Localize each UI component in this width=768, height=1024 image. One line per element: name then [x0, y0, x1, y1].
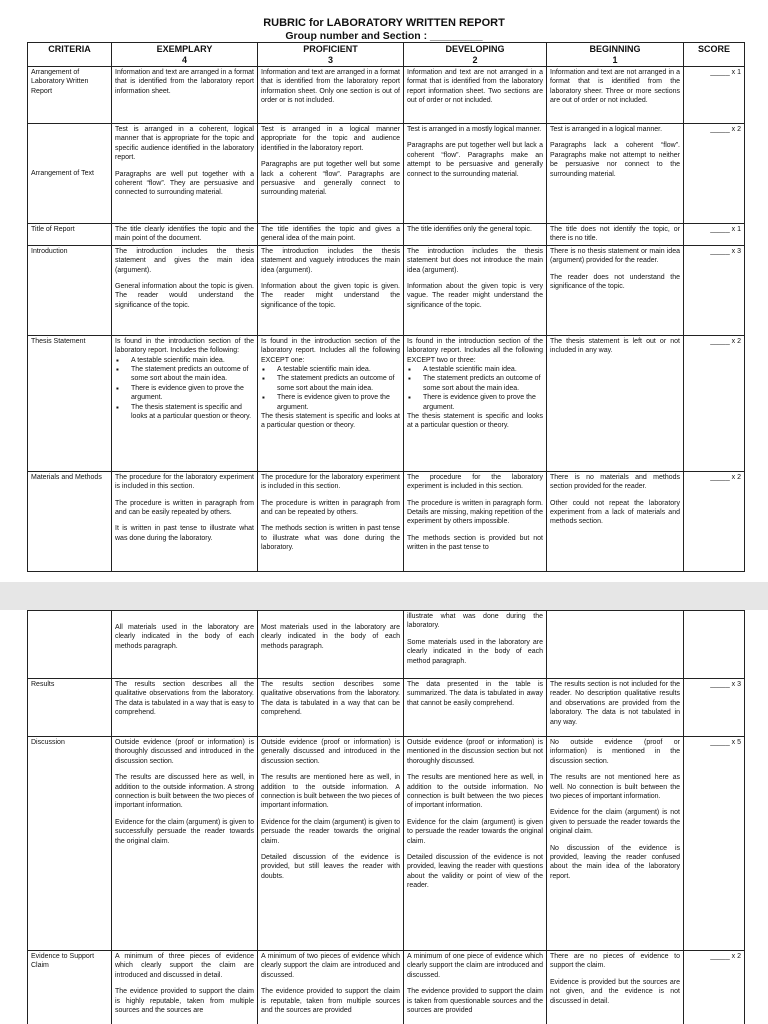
exemplary-cell: A minimum of three pieces of evidence which clearly support the claim are introduced and discussed in detail. The evidence provided to support the claim is highly reputable, taken from multiple sources and the sources are [112, 951, 258, 1024]
header-developing: DEVELOPING 2 [404, 43, 547, 67]
beginning-cell: The results section is not included for the reader. No description qualitative results and observations are provided from the laboratory. The data is not tabulated in any way. [547, 679, 684, 737]
criteria-cell: Thesis Statement [28, 335, 112, 471]
page-title: RUBRIC for LABORATORY WRITTEN REPORT [263, 17, 505, 29]
header-criteria: CRITERIA [28, 43, 112, 67]
developing-cell: Information and text are not arranged in a format that is identified from the laboratory report information sheet. Two sections are out of order or not included. [404, 67, 547, 124]
exemplary-cell: The results section describes all the qualitative observations from the laboratory. The data is tabulated in a way that is easy to comprehend. [112, 679, 258, 737]
beginning-cell: There are no pieces of evidence to support the claim. Evidence is provided but the sources are not given, and the evidence is not discussed in detail. [547, 951, 684, 1024]
proficient-cell: The results section describes some qualitative observations from the laboratory. The data is tabulated in a way that can be comprehend. [258, 679, 404, 737]
proficient-cell: Test is arranged in a logical manner appropriate for the topic and audience identified in the laboratory report. Paragraphs are put together well but some lack a coherent “flow”. Paragraphs are persuasive and generally connect to surrounding material. [258, 124, 404, 224]
proficient-cell: The introduction includes the thesis statement and vaguely introduces the main idea (argument). Information about the given topic is given. The reader might understand the significance of the topic. [258, 245, 404, 335]
header-exemplary: EXEMPLARY 4 [112, 43, 258, 67]
proficient-cell: The title identifies the topic and gives a general idea of the main point. [258, 224, 404, 246]
criteria-cell [28, 611, 112, 679]
criteria-cell: Discussion [28, 737, 112, 951]
list-item: ▪ The statement predicts an outcome of some sort about the main idea. [273, 374, 400, 393]
proficient-cell: Information and text are arranged in a format that is identified from the laboratory report information sheet. Only one section is out of order or is not included. [258, 67, 404, 124]
header-proficient: PROFICIENT 3 [258, 43, 404, 67]
developing-cell: The procedure for the laboratory experiment is included in this section. The procedure is written in paragraph form. Details are missing, making repetition of the experiment by others impossible. The methods section is provided but not written in the past tense to [404, 471, 547, 571]
proficient-cell: The procedure for the laboratory experiment is included in this section. The procedure is written in paragraph from and can be repeated by others. The methods section is written in past tense to illustrate what was done during the laboratory. [258, 471, 404, 571]
table-row [28, 737, 745, 951]
developing-cell: The data presented in the table is summarized. The data is tabulated in away that cannot be easily comprehend. [404, 679, 547, 737]
thesis-list [261, 365, 400, 412]
score-cell[interactable]: _____ x 2 [684, 335, 745, 471]
criteria-cell: Results [28, 679, 112, 737]
beginning-cell: No outside evidence (proof or information) is mentioned in the discussion section. The results are not mentioned here as well. No connection is built between the two pieces of important information. Evidence for the claim (argument) is not given to persuade the reader towards the original claim. No discussion of the evidence is provided, leaving the reader confused about the main idea of the laboratory report. [547, 737, 684, 951]
criteria-cell: Introduction [28, 245, 112, 335]
list-item: ▪ There is evidence given to prove the argument. [273, 393, 400, 412]
table-row [28, 611, 745, 679]
score-cell[interactable]: _____ x 1 [684, 224, 745, 246]
beginning-cell: The thesis statement is left out or not included in any way. [547, 335, 684, 471]
score-cell[interactable]: _____ x 2 [684, 124, 745, 224]
group-section-line: Group number and Section : _________ [285, 30, 483, 42]
beginning-cell: The title does not identify the topic, or there is no title. [547, 224, 684, 246]
rubric-table-continued [27, 610, 745, 1024]
points-exemplary: 4 [181, 54, 187, 65]
points-developing: 2 [472, 54, 478, 65]
thesis-list [115, 356, 254, 422]
criteria-cell: Title of Report [28, 224, 112, 246]
list-item: ▪ There is evidence given to prove the argument. [419, 393, 543, 412]
proficient-cell: Is found in the introduction section of the laboratory report. Includes all the following EXCEPT one: ▪ A testable scientific main idea. ▪ The statement predicts an outcome of some sort about the main idea. ▪ There is evidence given to prove the argument. The thesis statement is specific and looks at a particular question or theory. [258, 335, 404, 471]
criteria-cell: Arrangement of Laboratory Written Report [28, 67, 112, 124]
score-cell[interactable]: _____ x 3 [684, 245, 745, 335]
list-item: ▪ The statement predicts an outcome of some sort about the main idea. [419, 374, 543, 393]
header-score: SCORE [684, 43, 745, 67]
score-cell[interactable] [684, 611, 745, 679]
criteria-cell: Arrangement of Text [28, 124, 112, 224]
table-row [28, 67, 745, 124]
developing-cell: illustrate what was done during the laboratory. Some materials used in the laboratory are clearly indicated in the body of each method paragraph. [404, 611, 547, 679]
page-break [0, 582, 768, 610]
exemplary-cell: The procedure for the laboratory experiment is included in this section. The procedure is written in paragraph from and can be easily repeated by others. It is written in past tense to illustrate what was done during the laboratory. [112, 471, 258, 571]
list-item: ▪ A testable scientific main idea. [127, 356, 254, 365]
list-item: ▪ The thesis statement is specific and looks at a particular question or theory. [127, 403, 254, 422]
beginning-cell: Information and text are not arranged in a format that is identified from the laboratory sheer. Three or more sections are out of order or not included. [547, 67, 684, 124]
developing-cell: The title identifies only the general topic. [404, 224, 547, 246]
points-proficient: 3 [327, 54, 333, 65]
table-row [28, 335, 745, 471]
beginning-cell: Test is arranged in a logical manner. Paragraphs lack a coherent “flow”. Paragraphs make not attempt to neither be persuasive nor connect to the surrounding material. [547, 124, 684, 224]
beginning-cell [547, 611, 684, 679]
developing-cell: A minimum of one piece of evidence which clearly support the claim are introduced and discussed. The evidence provided to support the claim is taken from questionable sources and the sources are provided [404, 951, 547, 1024]
criteria-cell: Materials and Methods [28, 471, 112, 571]
proficient-cell: Outside evidence (proof or information) is generally discussed and introduced in the discussion section. The results are mentioned here as well, in addition to the outside information. A connection is built between the two pieces of important information. Evidence for the claim (argument) is given to persuade the reader towards the original claim. Detailed discussion of the evidence is provided, but still leaves the reader with doubts. [258, 737, 404, 951]
developing-cell: The introduction includes the thesis statement but does not introduce the main idea (argument). Information about the given topic is very vague. The reader might understand the significance of the topic. [404, 245, 547, 335]
exemplary-cell: The introduction includes the thesis statement and gives the main idea (argument). General information about the topic is given. The reader would understand the significance of the topic. [112, 245, 258, 335]
exemplary-cell: Outside evidence (proof or information) is thoroughly discussed and introduced in the discussion section. The results are discussed here as well, in addition to the outside information. A strong connection is built between the two pieces of important information. Evidence for the claim (argument) is given to successfully persuade the reader towards the original claim. [112, 737, 258, 951]
list-item: ▪ A testable scientific main idea. [419, 365, 543, 374]
exemplary-cell: Information and text are arranged in a format that is identified from the laboratory report information sheet. [112, 67, 258, 124]
exemplary-cell: All materials used in the laboratory are clearly indicated in the body of each methods paragraph. [112, 611, 258, 679]
list-item: ▪ A testable scientific main idea. [273, 365, 400, 374]
rubric-table [27, 42, 745, 572]
developing-cell: Test is arranged in a mostly logical manner. Paragraphs are put together well but lack a coherent “flow”. Paragraphs make an attempt to be persuasive and generally connect to the surrounding material. [404, 124, 547, 224]
exemplary-cell: The title clearly identifies the topic and the main point of the document. [112, 224, 258, 246]
table-row [28, 679, 745, 737]
points-beginning: 1 [612, 54, 618, 65]
table-row [28, 224, 745, 246]
proficient-cell: A minimum of two pieces of evidence which clearly support the claim are introduced and discussed. The evidence provided to support the claim is reputable, taken from multiple sources and the sources are provided [258, 951, 404, 1024]
list-item: ▪ There is evidence given to prove the argument. [127, 384, 254, 403]
table-row [28, 124, 745, 224]
beginning-cell: There is no materials and methods section provided for the reader. Other could not repeat the laboratory experiment from a lack of materials and methods section. [547, 471, 684, 571]
thesis-list [407, 365, 543, 412]
proficient-cell: Most materials used in the laboratory are clearly indicated in the body of each methods paragraph. [258, 611, 404, 679]
score-cell[interactable]: _____ x 2 [684, 471, 745, 571]
header-beginning: BEGINNING 1 [547, 43, 684, 67]
table-row [28, 951, 745, 1024]
developing-cell: Outside evidence (proof or information) is mentioned in the discussion section but not thoroughly discussed. The results are mentioned here as well, in addition to the outside information. No connection is built between the two pieces of important information. Evidence for the claim (argument) is given to persuade the reader towards the original claim. Detailed discussion of the evidence is not provided, leaving the reader with questions about the validity or point of view of the reader. [404, 737, 547, 951]
score-cell[interactable]: _____ x 3 [684, 679, 745, 737]
criteria-cell: Evidence to Support Claim [28, 951, 112, 1024]
score-cell[interactable]: _____ x 1 [684, 67, 745, 124]
score-cell[interactable]: _____ x 2 [684, 951, 745, 1024]
beginning-cell: There is no thesis statement or main idea (argument) provided for the reader. The reader does not understand the significance of the topic. [547, 245, 684, 335]
document-page-2 [0, 610, 768, 1024]
exemplary-cell: Test is arranged in a coherent, logical manner that is appropriate for the topic and specific audience identified in the laboratory report. Paragraphs are well put together with a coherent “flow”. They are persuasive and connected to surrounding material. [112, 124, 258, 224]
list-item: ▪ The statement predicts an outcome of some sort about the main idea. [127, 365, 254, 384]
table-row [28, 245, 745, 335]
developing-cell: Is found in the introduction section of the laboratory report. Includes all the following EXCEPT two or three: ▪ A testable scientific main idea. ▪ The statement predicts an outcome of some sort about the main idea. ▪ There is evidence given to prove the argument. The thesis statement is specific and looks at a particular question or theory. [404, 335, 547, 471]
table-row [28, 471, 745, 571]
score-cell[interactable]: _____ x 5 [684, 737, 745, 951]
exemplary-cell: Is found in the introduction section of the laboratory report. Includes the following: ▪ A testable scientific main idea. ▪ The statement predicts an outcome of some sort about the main idea. ▪ There is evidence given to prove the argument. ▪ The thesis statement is specific and looks at a particular question or theory. [112, 335, 258, 471]
